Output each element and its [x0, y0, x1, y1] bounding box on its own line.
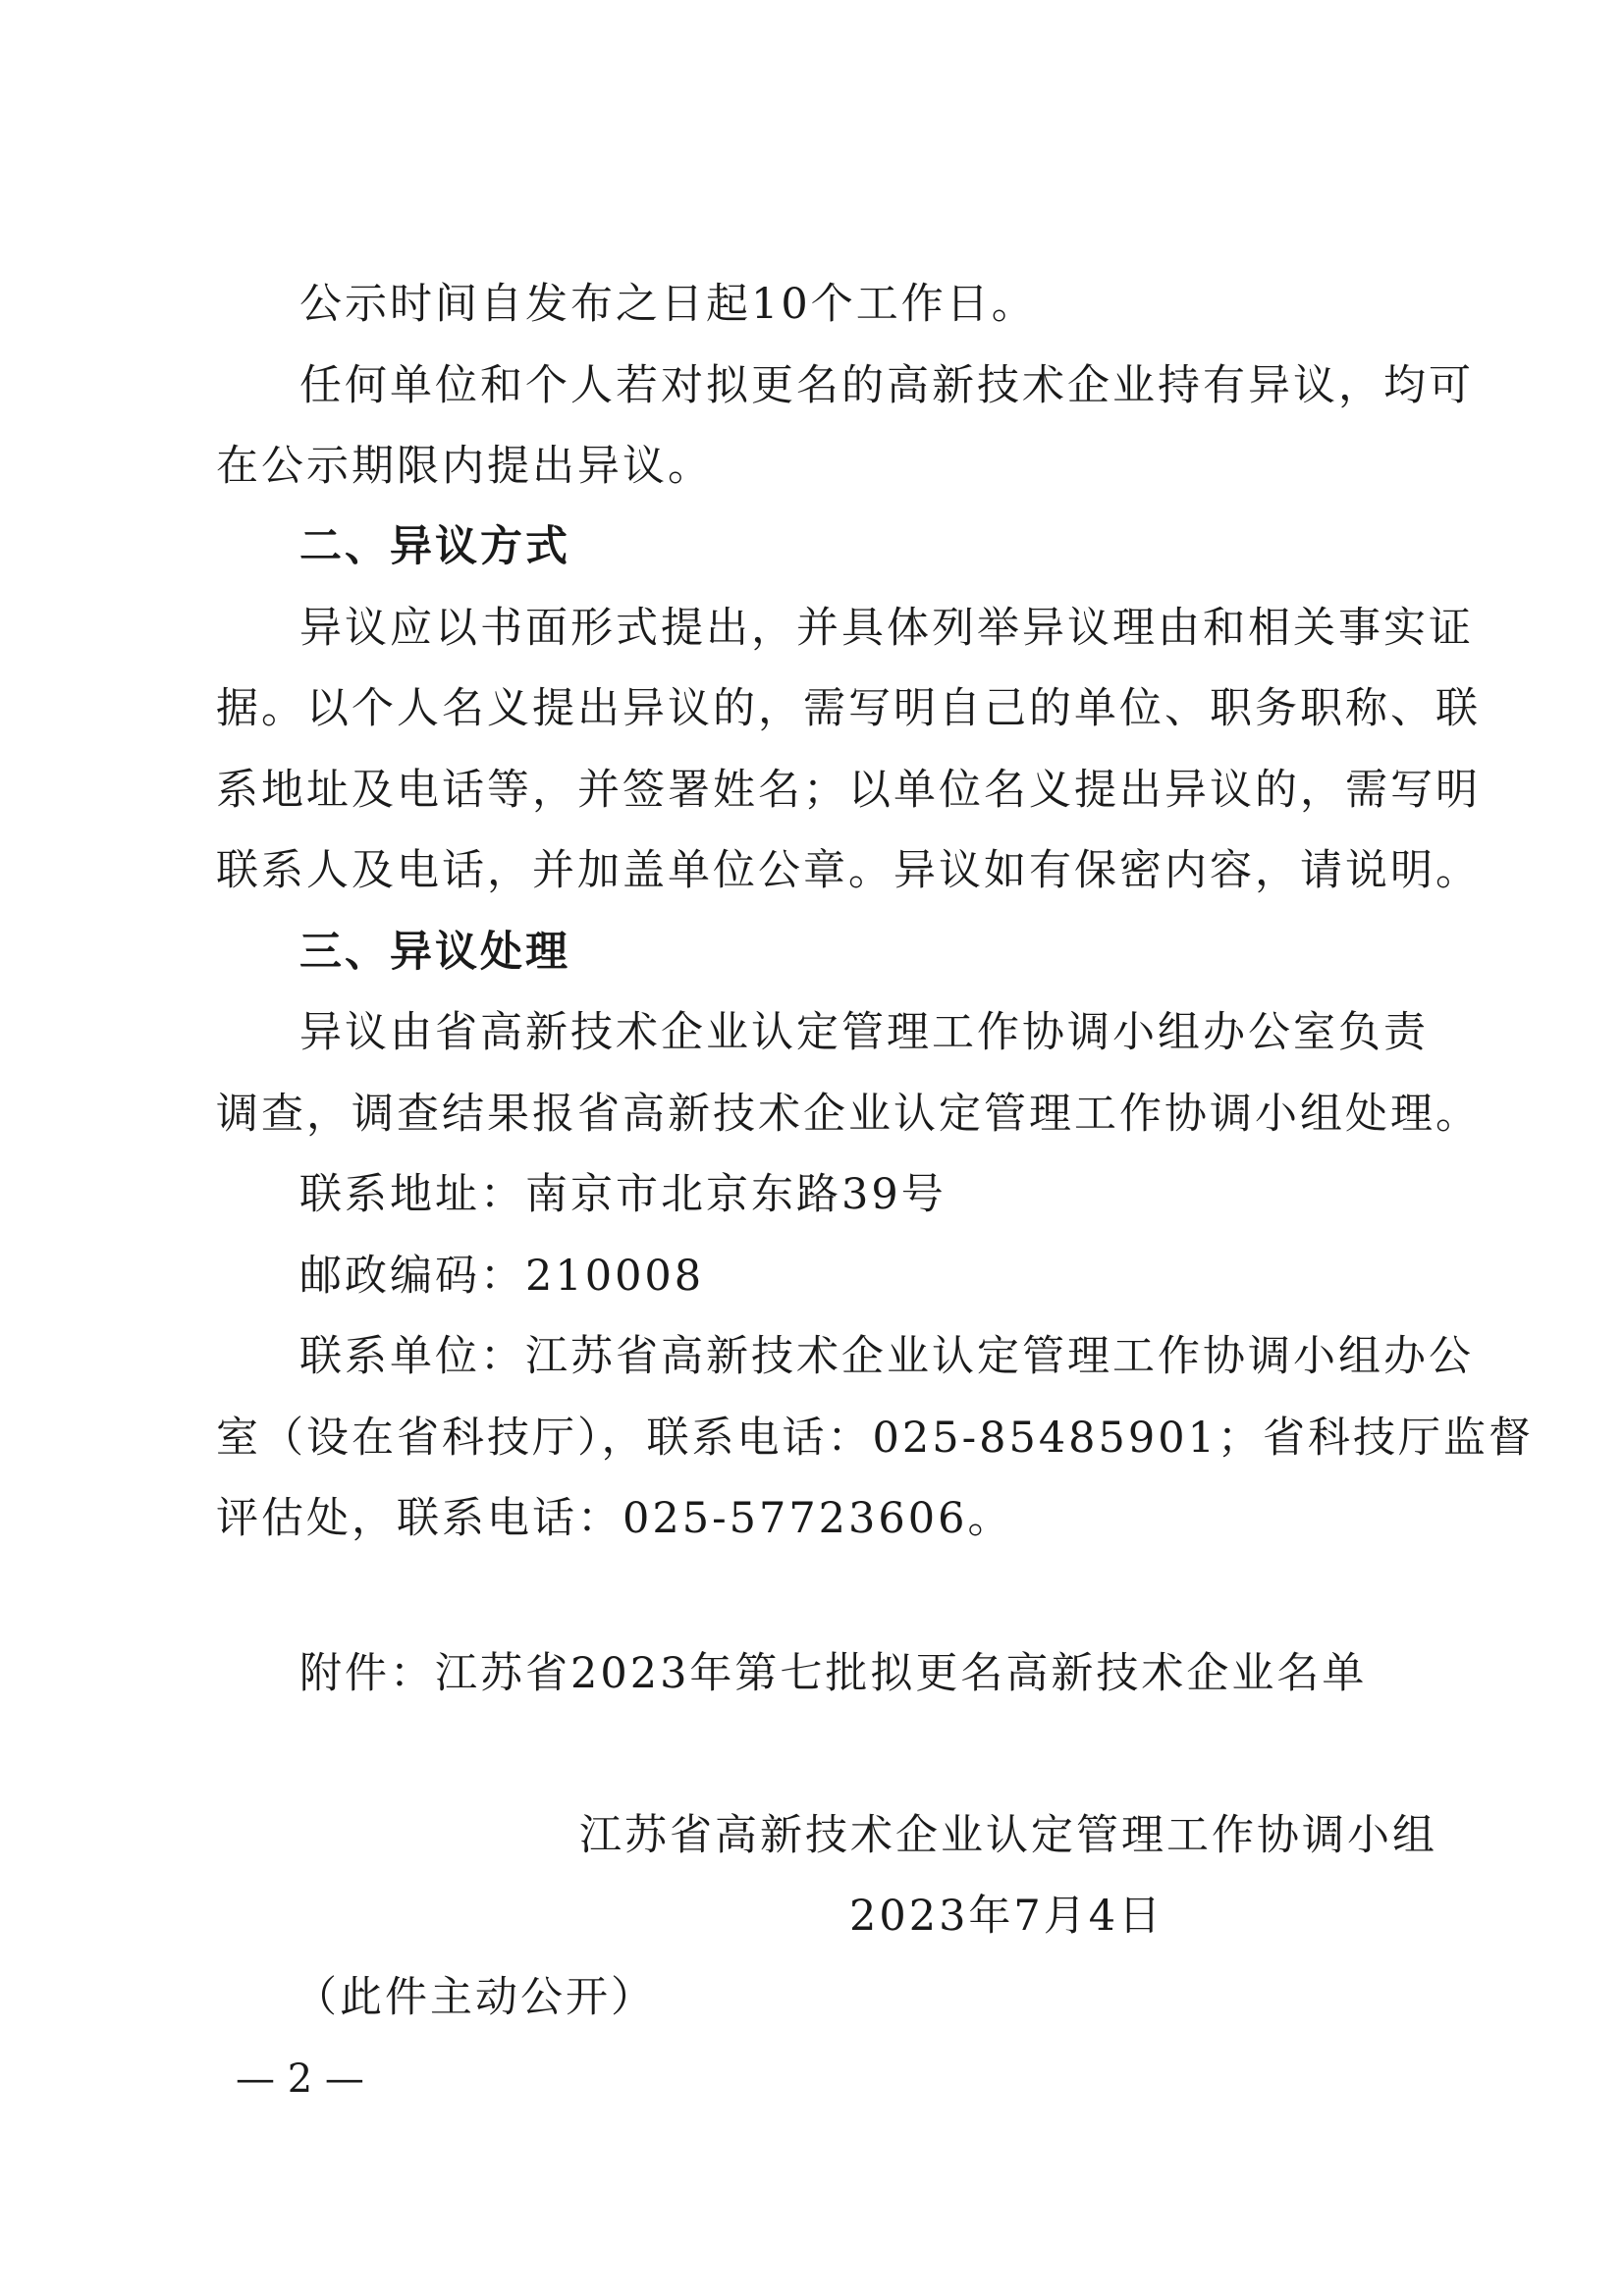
attachment-line: 附件：江苏省2023年第七批拟更名高新技术企业名单 [299, 1649, 1368, 1698]
objection-method-line-3: 系地址及电话等，并签署姓名；以单位名义提出异议的，需写明 [216, 766, 1481, 815]
objection-method-line-4: 联系人及电话，并加盖单位公章。异议如有保密内容，请说明。 [216, 846, 1481, 895]
publicity-period-text: 公示时间自发布之日起10个工作日。 [299, 280, 1037, 329]
objection-intro-line-1: 任何单位和个人若对拟更名的高新技术企业持有异议，均可 [299, 361, 1474, 410]
section-heading-objection-handling: 三、异议处理 [299, 928, 570, 977]
disclosure-note: （此件主动公开） [295, 1973, 656, 2022]
postal-code: 邮政编码：210008 [299, 1252, 705, 1301]
contact-unit-line-2: 室（设在省科技厅），联系电话：025-85485901；省科技厅监督 [216, 1414, 1534, 1463]
page-number: — 2 — [236, 2056, 364, 2102]
contact-unit-line-3: 评估处，联系电话：025-57723606。 [216, 1494, 1013, 1543]
contact-unit-line-1: 联系单位：江苏省高新技术企业认定管理工作协调小组办公 [299, 1332, 1474, 1381]
signature-date: 2023年7月4日 [849, 1892, 1164, 1941]
contact-address: 联系地址：南京市北京东路39号 [299, 1170, 947, 1219]
objection-intro-line-2: 在公示期限内提出异议。 [216, 442, 713, 491]
objection-method-line-2: 据。以个人名义提出异议的，需写明自己的单位、职务职称、联 [216, 684, 1481, 733]
signature-organization: 江苏省高新技术企业认定管理工作协调小组 [579, 1811, 1437, 1860]
objection-handling-line-2: 调查，调查结果报省高新技术企业认定管理工作协调小组处理。 [216, 1090, 1481, 1139]
objection-handling-line-1: 异议由省高新技术企业认定管理工作协调小组办公室负责 [299, 1008, 1429, 1057]
objection-method-line-1: 异议应以书面形式提出，并具体列举异议理由和相关事实证 [299, 604, 1474, 653]
section-heading-objection-method: 二、异议方式 [299, 522, 570, 571]
